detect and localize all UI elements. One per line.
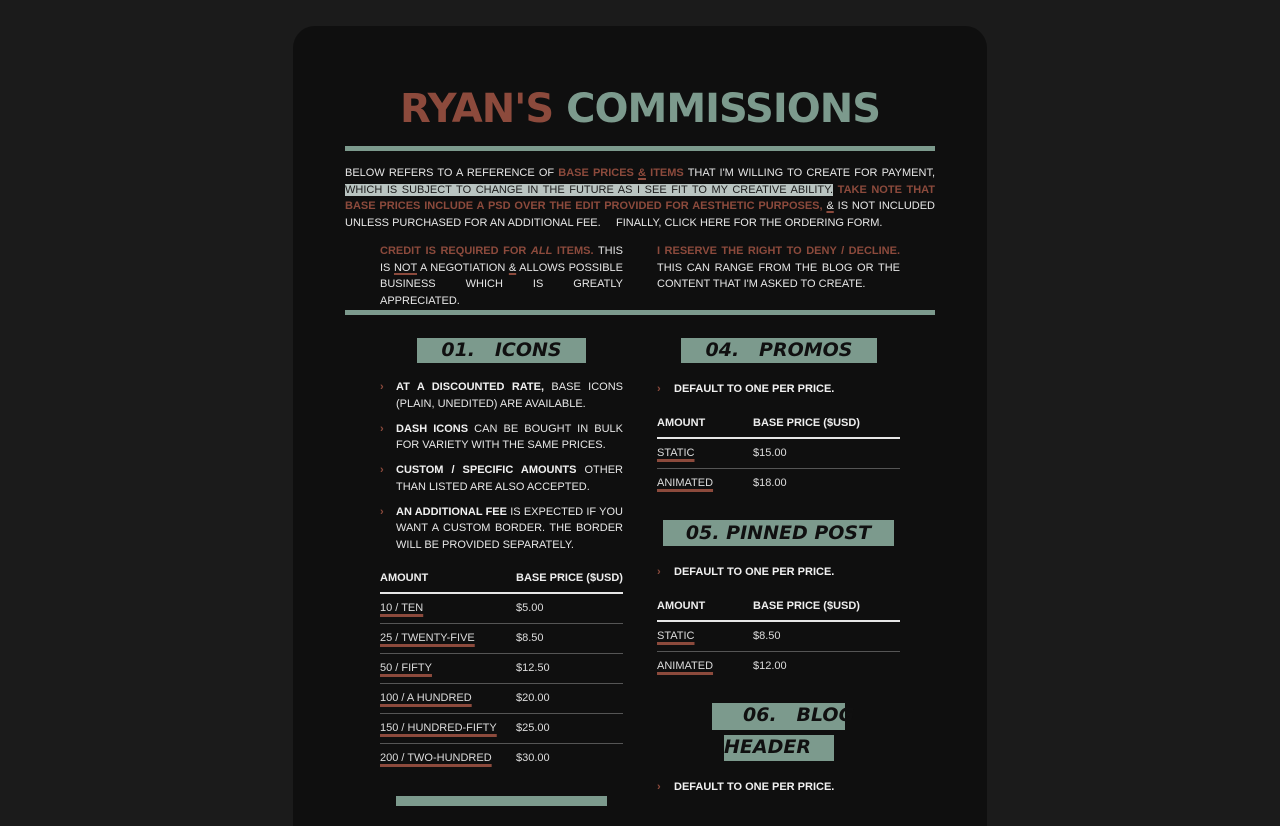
title-part-1: RYAN'S	[399, 86, 554, 132]
credit-note-hl-b: ALL	[530, 245, 553, 257]
list-item: › DASH ICONS CAN BE BOUGHT IN BULK FOR VARIETY WITH THE SAME PRICES.	[380, 422, 623, 451]
next-section-heading	[396, 796, 607, 806]
table-row: 100 / A HUNDRED $20.00	[380, 683, 623, 713]
deny-note-hl: I RESERVE THE RIGHT TO DENY / DECLINE.	[657, 245, 900, 257]
intro-amp-2: &	[826, 200, 834, 212]
chevron-right-icon: ›	[657, 566, 661, 578]
blog-header-heading-line-1: 06. BLOG	[743, 704, 855, 726]
divider-top	[345, 146, 935, 151]
column-header-amount: AMOUNT	[657, 592, 753, 621]
intro-selected-text: WHICH IS SUBJECT TO CHANGE IN THE FUTURE AS I SEE FIT TO MY CREATIVE ABILITY.	[345, 183, 834, 196]
column-header-price: BASE PRICE ($USD)	[516, 564, 623, 593]
chevron-right-icon: ›	[380, 381, 384, 393]
deny-note	[657, 243, 900, 293]
list-item: › CUSTOM / SPECIFIC AMOUNTS OTHER THAN LISTED ARE ALSO ACCEPTED.	[380, 464, 623, 493]
chevron-right-icon: ›	[380, 505, 384, 518]
title-part-2: COMMISSIONS	[566, 86, 881, 132]
table-row: ANIMATED $18.00	[657, 477, 787, 490]
credit-note-text-a: THIS IS	[380, 245, 623, 274]
intro-text-1: BELOW REFERS TO A REFERENCE OF	[345, 167, 559, 179]
ordering-form-link[interactable]: FINALLY, CLICK HERE FOR THE ORDERING FORM.	[615, 216, 883, 229]
intro-text-2: THAT I'M WILLING TO CREATE FOR PAYMENT,	[683, 167, 936, 179]
icons-price-table	[380, 564, 623, 773]
intro-base-prices: BASE PRICES	[558, 167, 634, 179]
pinned-post-price-table	[657, 592, 900, 681]
blog-header-bullet: › DEFAULT TO ONE PER PRICE.	[657, 781, 835, 793]
column-header-amount: AMOUNT	[380, 564, 516, 593]
credit-note-amp: &	[508, 261, 517, 274]
blog-header-heading-line-2: HEADER	[724, 736, 811, 758]
promos-heading: 04. PROMOS	[681, 338, 877, 363]
credit-note-text-b: A NEGOTIATION	[417, 261, 509, 274]
intro-paragraph	[345, 165, 935, 231]
table-row: 200 / TWO-HUNDRED $30.00	[380, 752, 550, 765]
chevron-right-icon: ›	[657, 781, 661, 793]
icons-bullet-list	[380, 379, 623, 562]
column-header-price: BASE PRICE ($USD)	[753, 592, 900, 621]
credit-note-hl-c: ITEMS.	[552, 245, 594, 257]
credit-note-not: NOT	[393, 261, 418, 274]
promos-bullet: › DEFAULT TO ONE PER PRICE.	[657, 383, 835, 395]
column-header-amount: AMOUNT	[657, 409, 753, 438]
pinned-post-heading: 05. PINNED POST	[663, 520, 894, 546]
table-row: 10 / TEN $5.00	[380, 593, 623, 623]
list-item: › AT A DISCOUNTED RATE, BASE ICONS (PLAIN, UNEDITED) ARE AVAILABLE.	[380, 381, 623, 410]
divider-middle	[345, 310, 935, 315]
deny-note-text: THIS CAN RANGE FROM THE BLOG OR THE CONTENT THAT I'M ASKED TO CREATE.	[657, 261, 900, 290]
list-item: › AN ADDITIONAL FEE IS EXPECTED IF YOU WANT A CUSTOM BORDER. THE BORDER WILL BE PROVIDED SEPARATELY.	[380, 505, 623, 551]
intro-amp: &	[638, 167, 646, 179]
credit-note-hl-a: CREDIT IS REQUIRED FOR	[380, 245, 531, 257]
chevron-right-icon: ›	[657, 383, 661, 395]
table-row: 150 / HUNDRED-FIFTY $25.00	[380, 713, 623, 743]
credit-note-text-c: ALLOWS POSSIBLE BUSINESS WHICH IS GREATLY APPRECIATED.	[380, 261, 623, 307]
column-header-price: BASE PRICE ($USD)	[753, 409, 900, 438]
table-row: 25 / TWENTY-FIVE $8.50	[380, 623, 623, 653]
promos-price-table	[657, 409, 900, 498]
chevron-right-icon: ›	[380, 422, 384, 435]
table-row: STATIC $8.50	[657, 621, 900, 651]
intro-text-3: IS NOT INCLUDED UNLESS PURCHASED FOR AN ADDITIONAL FEE.	[345, 200, 935, 229]
credit-note	[380, 243, 623, 309]
intro-take-note: TAKE NOTE THAT BASE PRICES INCLUDE A PSD OVER THE EDIT PROVIDED FOR AESTHETIC PURPOSES,	[345, 183, 935, 212]
icons-heading: 01. ICONS	[417, 338, 586, 363]
pinned-post-bullet: › DEFAULT TO ONE PER PRICE.	[657, 566, 835, 578]
table-row: 50 / FIFTY $12.50	[380, 653, 623, 683]
table-row: ANIMATED $12.00	[657, 660, 787, 673]
page-title	[293, 86, 987, 132]
commission-card	[293, 26, 987, 826]
chevron-right-icon: ›	[380, 464, 384, 476]
intro-items: ITEMS	[650, 167, 684, 179]
table-row: STATIC $15.00	[657, 438, 900, 468]
